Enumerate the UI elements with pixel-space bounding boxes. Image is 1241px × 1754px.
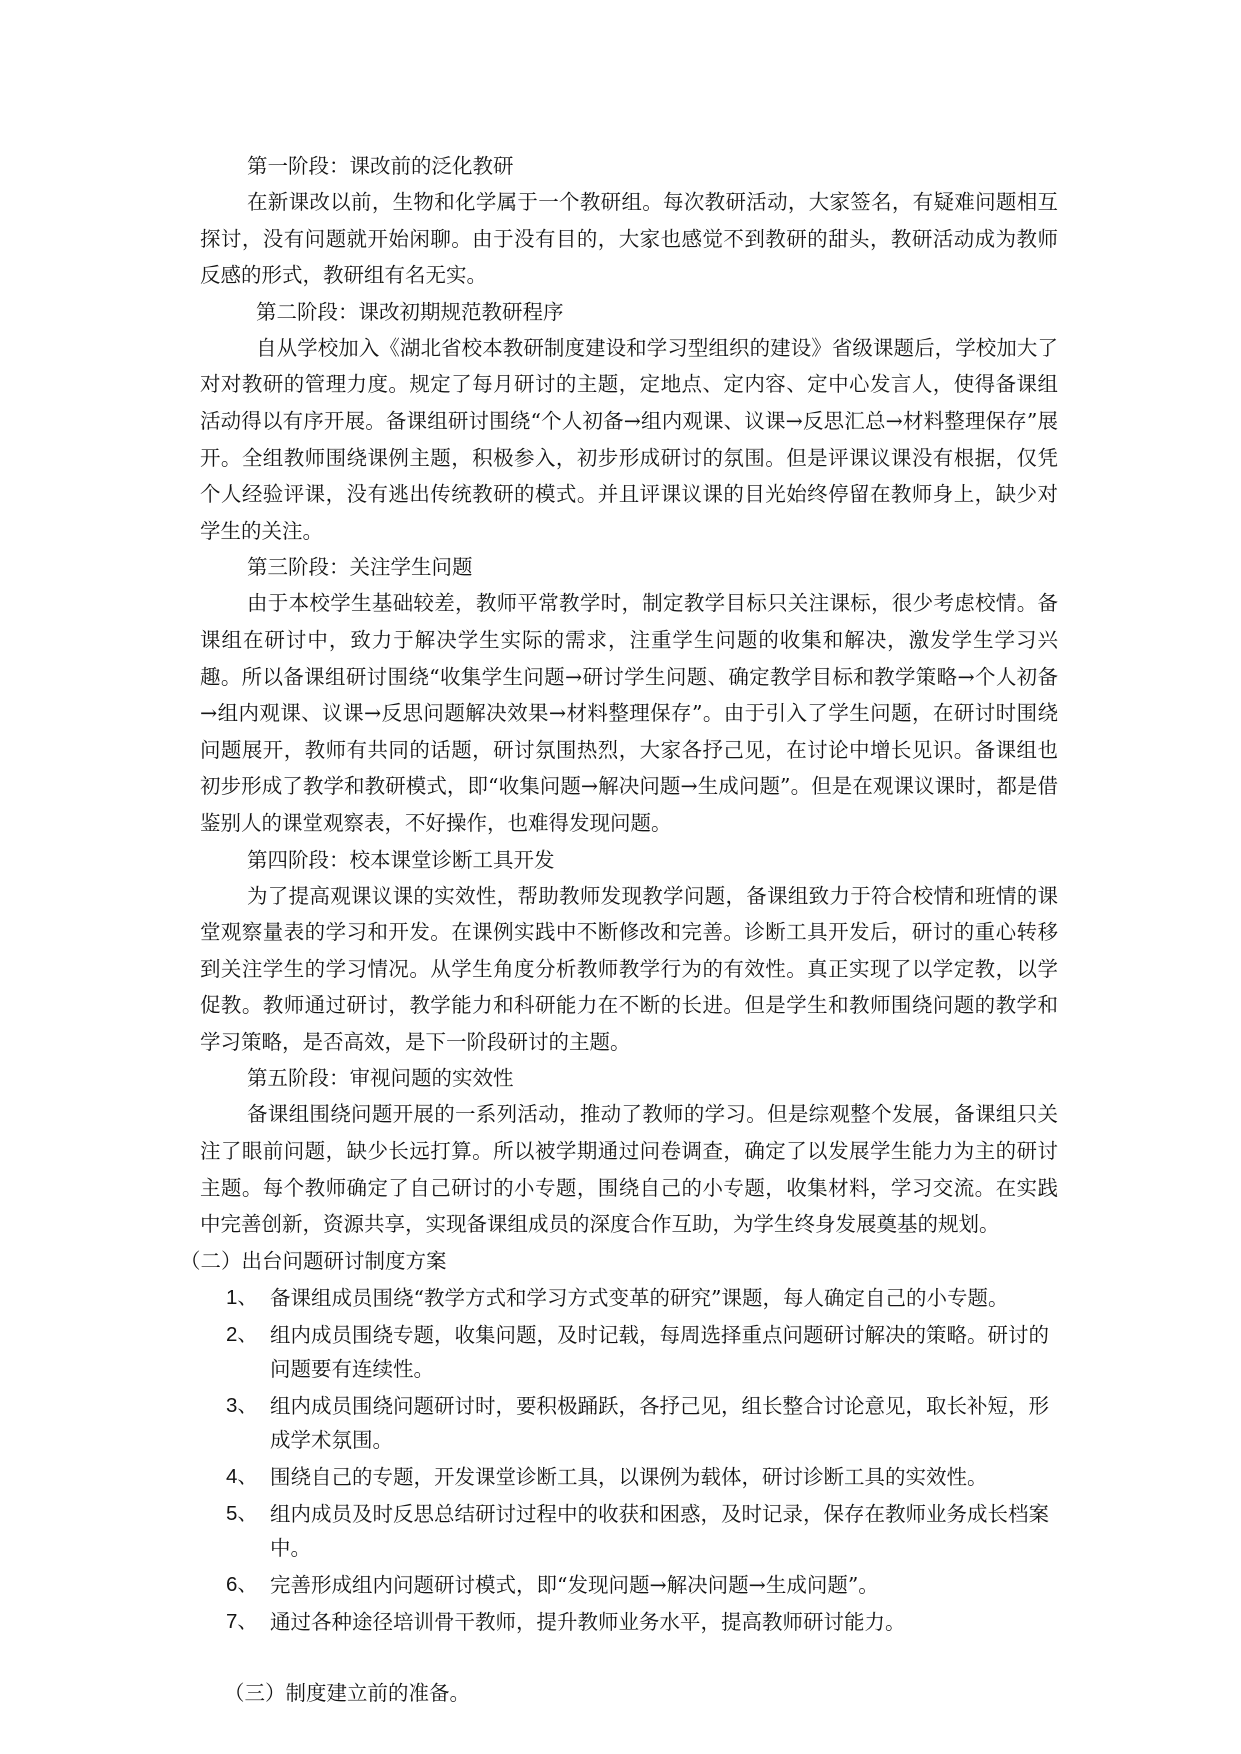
- stage-3-paragraph: 由于本校学生基础较差，教师平常教学时，制定教学目标只关注课标，很少考虑校情。备课组在研讨中，致力于解决学生实际的需求，注重学生问题的收集和解决，激发学生学习兴趣。所以备课组研讨围绕“收集学生问题→研讨学生问题、确定教学目标和教学策略→个人初备→组内观课、议课→反思问题解决效果→材料整理保存”。由于引入了学生问题，在研讨时围绕问题展开，教师有共同的话题，研讨氛围热烈，大家各抒己见，在讨论中增长见识。备课组也初步形成了教学和教研模式，即“收集问题→解决问题→生成问题”。但是在观课议课时，都是借鉴别人的课堂观察表，不好操作，也难得发现问题。: [200, 591, 1058, 835]
- list-item-number: 3、: [226, 1393, 258, 1417]
- list-item: [200, 1281, 1058, 1315]
- list-item-text: 组内成员及时反思总结研讨过程中的收获和困惑，及时记录，保存在教师业务成长档案中。: [270, 1501, 1049, 1560]
- stage-5-heading: 第五阶段：审视问题的实效性: [247, 1066, 514, 1091]
- list-item: [200, 1318, 1058, 1386]
- list-item-text: 围绕自己的专题，开发课堂诊断工具，以课例为载体，研讨诊断工具的实效性。: [270, 1464, 988, 1489]
- section-2-title: （二）出台问题研讨制度方案: [180, 1248, 447, 1273]
- stage-4-paragraph: 为了提高观课议课的实效性，帮助教师发现教学问题，备课组致力于符合校情和班情的课堂观察量表的学习和开发。在课例实践中不断修改和完善。诊断工具开发后，研讨的重心转移到关注学生的学习情况。从学生角度分析教师教学行为的有效性。真正实现了以学定教，以学促教。教师通过研讨，教学能力和科研能力在不断的长进。但是学生和教师围绕问题的教学和学习策略，是否高效，是下一阶段研讨的主题。: [200, 883, 1058, 1054]
- list-item-text: 备课组成员围绕“教学方式和学习方式变革的研究”课题，每人确定自己的小专题。: [270, 1285, 1009, 1310]
- list-item: [200, 1605, 1058, 1639]
- list-item-number: 7、: [226, 1609, 258, 1633]
- document-body: [180, 148, 1058, 1711]
- stage-3-heading: 第三阶段：关注学生问题: [247, 555, 473, 580]
- stage-2-paragraph: 自从学校加入《湖北省校本教研制度建设和学习型组织的建设》省级课题后，学校加大了对对教研的管理力度。规定了每月研讨的主题，定地点、定内容、定中心发言人，使得备课组活动得以有序开展。备课组研讨围绕“个人初备→组内观课、议课→反思汇总→材料整理保存”展开。全组教师围绕课例主题，积极参入，初步形成研讨的氛围。但是评课议课没有根据，仅凭个人经验评课，没有逃出传统教研的模式。并且评课议课的目光始终停留在教师身上，缺少对学生的关注。: [200, 335, 1058, 543]
- section-3-title: （三）制度建立前的准备。: [224, 1680, 470, 1705]
- list-item-number: 5、: [226, 1501, 258, 1525]
- list-item-number: 2、: [226, 1322, 258, 1346]
- stage-1-heading: 第一阶段：课改前的泛化教研: [247, 154, 514, 178]
- list-item-text: 通过各种途径培训骨干教师，提升教师业务水平，提高教师研讨能力。: [270, 1609, 906, 1634]
- list-item-number: 1、: [226, 1285, 258, 1309]
- list-item-text: 完善形成组内问题研讨模式，即“发现问题→解决问题→生成问题”。: [270, 1572, 879, 1597]
- list-item: [200, 1497, 1058, 1565]
- rules-list: [200, 1281, 1058, 1639]
- stage-2-heading: 第二阶段：课改初期规范教研程序: [256, 299, 564, 324]
- list-item: [200, 1389, 1058, 1457]
- stage-5-paragraph: 备课组围绕问题开展的一系列活动，推动了教师的学习。但是综观整个发展，备课组只关注了眼前问题，缺少长远打算。所以被学期通过问卷调查，确定了以发展学生能力为主的研讨主题。每个教师确定了自己研讨的小专题，围绕自己的小专题，收集材料，学习交流。在实践中完善创新，资源共享，实现备课组成员的深度合作互助，为学生终身发展奠基的规划。: [200, 1102, 1058, 1237]
- list-item-text: 组内成员围绕专题，收集问题，及时记载，每周选择重点问题研讨解决的策略。研讨的问题要有连续性。: [270, 1322, 1049, 1381]
- list-item: [200, 1460, 1058, 1494]
- list-item-number: 6、: [226, 1572, 258, 1596]
- list-item-text: 组内成员围绕问题研讨时，要积极踊跃，各抒己见，组长整合讨论意见，取长补短，形成学术氛围。: [270, 1393, 1049, 1452]
- stage-4-heading: 第四阶段：校本课堂诊断工具开发: [247, 847, 555, 872]
- list-item: [200, 1568, 1058, 1602]
- list-item-number: 4、: [226, 1464, 258, 1488]
- stage-1-paragraph: 在新课改以前，生物和化学属于一个教研组。每次教研活动，大家签名，有疑难问题相互探讨，没有问题就开始闲聊。由于没有目的，大家也感觉不到教研的甜头，教研活动成为教师反感的形式，教研组有名无实。: [200, 190, 1058, 288]
